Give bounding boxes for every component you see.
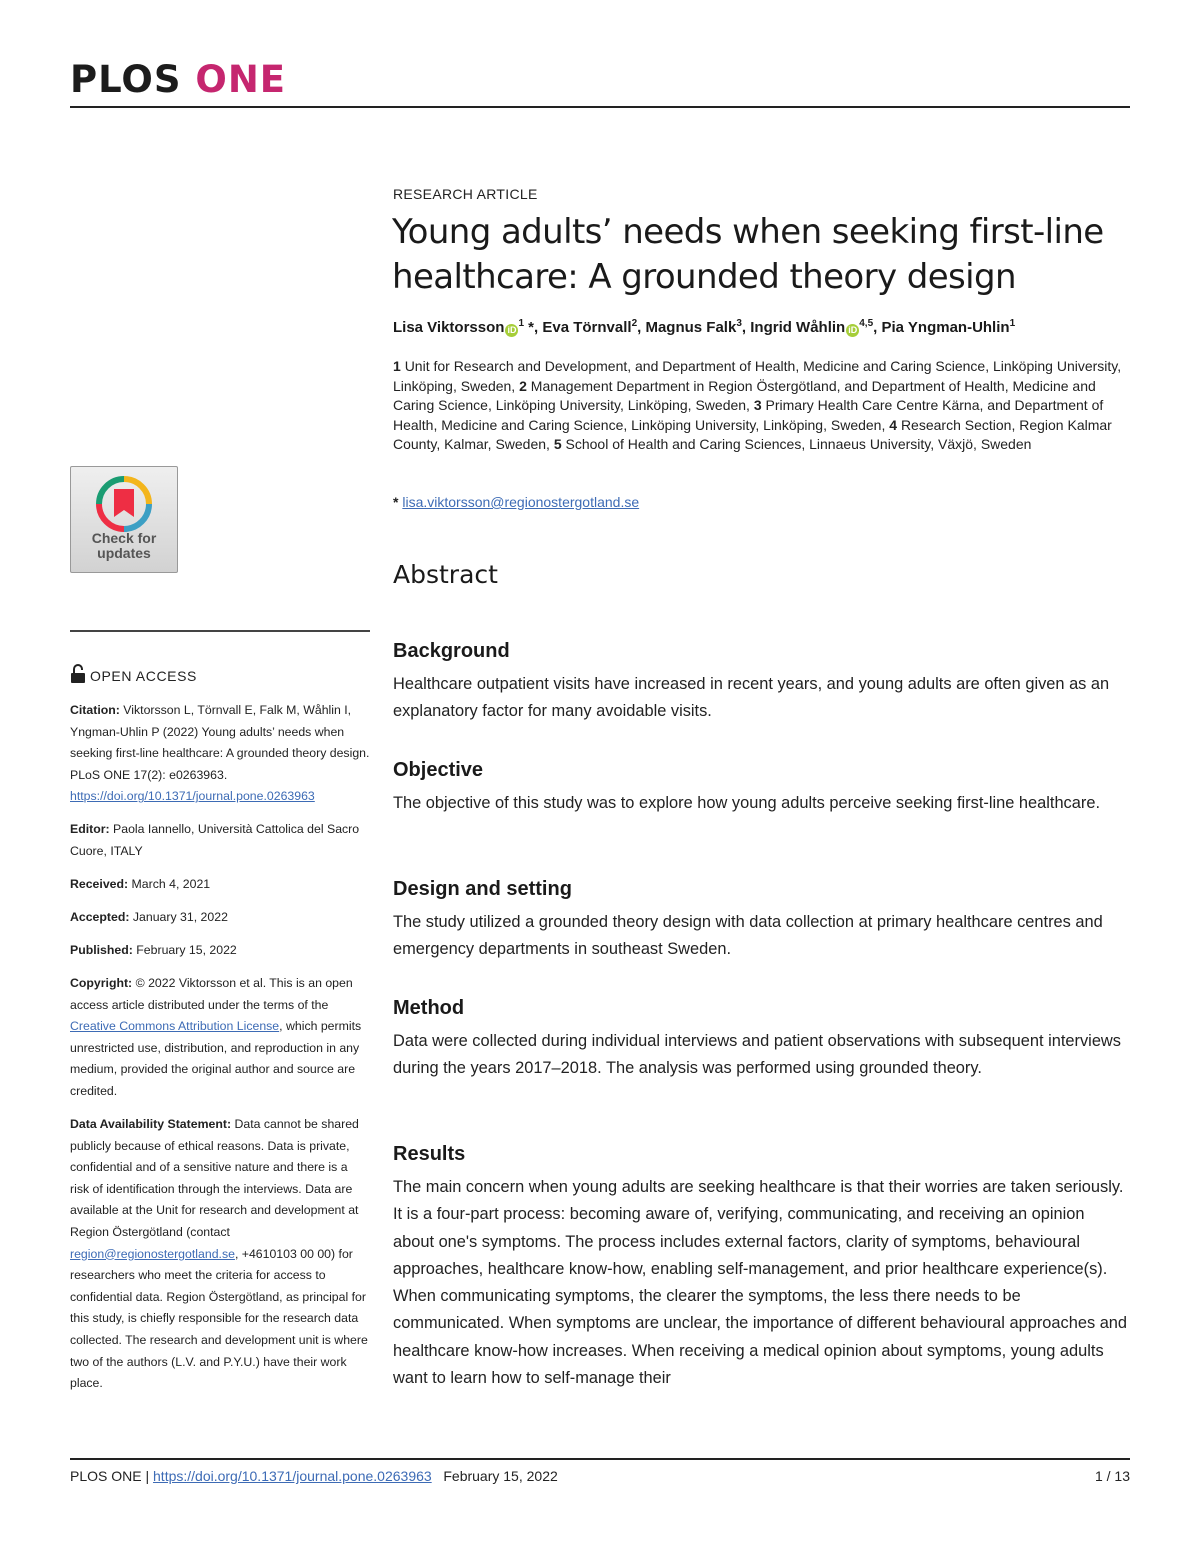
citation-text: Viktorsson L, Törnvall E, Falk M, Wåhlin I, Yngman-Uhlin P (2022) Young adults’ needs when seeking first-line healthcare: A grounded theory design. PLoS ONE 17(2): e0263963. (70, 703, 370, 782)
author-name[interactable]: Magnus Falk (645, 319, 737, 336)
section-heading: Results (393, 1143, 466, 1165)
journal-logo (70, 58, 286, 102)
author-name[interactable]: Pia Yngman-Uhlin (881, 319, 1010, 336)
published-date: February 15, 2022 (136, 943, 237, 957)
page-number: 1 / 13 (1094, 1468, 1130, 1484)
affiliation-number: 4 (889, 416, 898, 433)
affiliation-text: Unit for Research and Development, and Department of Health, Medicine and Caring Science, Linköping University, Linköping, Sweden, (393, 358, 1122, 394)
article-title: Young adults’ needs when seeking first-line healthcare: A grounded theory design (392, 212, 1104, 297)
affiliation-text: Research Section, Region Kalmar County, Kalmar, Sweden, (393, 416, 1112, 453)
affiliation-number: 2 (519, 377, 527, 394)
affiliation-text: School of Health and Caring Sciences, Linnaeus University, Växjö, Sweden (565, 436, 1032, 453)
open-access-label: OPEN ACCESS (70, 664, 197, 684)
author-affiliation-sup: 1 (1009, 318, 1016, 329)
abstract-section-results (393, 1143, 1128, 1392)
copyright-text-continued: , which permits unrestricted use, distribution, and reproduction in any medium, provided the original author and source are credited. (70, 1019, 362, 1098)
author-affiliation-sup: 4,5 (859, 318, 874, 329)
citation-label: Citation: (70, 703, 120, 717)
received-date: March 4, 2021 (131, 877, 211, 891)
corresponding-email (393, 494, 639, 510)
editor-text: Paola Iannello, Università Cattolica del Sacro Cuore, ITALY (70, 822, 360, 858)
section-heading: Objective (393, 759, 484, 781)
data-availability-block (70, 1114, 370, 1395)
section-heading: Background (393, 640, 510, 662)
citation-block (70, 700, 370, 808)
sidebar-divider (70, 630, 370, 632)
abstract-section-design (393, 878, 1128, 964)
open-lock-icon (70, 664, 86, 684)
page-footer (70, 1468, 558, 1484)
affiliation-number: 5 (553, 436, 562, 453)
data-availability-text: Data cannot be shared publicly because of ethical reasons. Data is private, confidential and of a sensitive nature and there is a risk of identification through the interviews. Data are available at the Unit for research and development at Region Östergötland (contact (70, 1117, 359, 1239)
abstract-section-method (393, 997, 1128, 1083)
orcid-icon[interactable]: iD (507, 325, 517, 335)
footer-doi-link[interactable]: https://doi.org/10.1371/journal.pone.0263963 (153, 1468, 432, 1484)
logo-plos: PLOS (70, 58, 182, 101)
email-star: * (393, 494, 399, 510)
author-name[interactable]: Ingrid Wåhlin (750, 319, 846, 336)
section-text: Healthcare outpatient visits have increased in recent years, and young adults are often given as an explanatory factor for many avoidable visits. (393, 675, 1110, 721)
check-updates-label: Check for updates (91, 530, 157, 561)
license-link[interactable]: Creative Commons Attribution License (70, 1019, 280, 1034)
received-label: Received: (70, 877, 129, 891)
section-heading: Design and setting (393, 878, 572, 900)
affiliations (393, 357, 1123, 455)
published-label: Published: (70, 943, 133, 957)
editor-block (70, 819, 370, 862)
affiliation-number: 1 (393, 358, 401, 374)
data-contact-email-link[interactable]: region@regionostergotland.se (70, 1246, 235, 1261)
affiliation-text: Primary Health Care Centre Kärna, and Department of Health, Medicine and Caring Science, Linköping University, Linköping, Sweden, (393, 397, 1104, 433)
footer-date: February 15, 2022 (443, 1468, 558, 1484)
author-affiliation-sup: 1 (518, 318, 524, 329)
accepted-block (70, 907, 370, 929)
data-availability-label: Data Availability Statement: (70, 1117, 232, 1131)
editor-label: Editor: (70, 822, 110, 836)
abstract-section-background (393, 640, 1128, 726)
received-block (70, 874, 370, 896)
check-updates-icon (95, 475, 153, 533)
section-text: The objective of this study was to explore how young adults perceive seeking first-line healthcare. (393, 794, 1100, 812)
email-link[interactable]: lisa.viktorsson@regionostergotland.se (402, 494, 640, 510)
section-text: The main concern when young adults are seeking healthcare is that their worries are taken seriously. It is a four-part process: becoming aware of, verifying, communicating, and receiving an opinion about one's symptoms. The process includes external factors, clarity of symptoms, behavioural approaches, healthcare know-how, enabling self-management, and prior healthcare experience(s). When communicating symptoms, the clearer the symptoms, the less there needs to be communicated. When symptoms are unclear, the importance of different behavioural approaches and healthcare know-how increases. When receiving a medical opinion about symptoms, young adults want to learn how to self-manage their (393, 1178, 1128, 1388)
author-name[interactable]: Eva Törnvall (542, 319, 632, 336)
footer-separator: | (145, 1468, 150, 1484)
footer-journal: PLOS ONE (70, 1468, 142, 1484)
section-text: Data were collected during individual interviews and patient observations with subsequent interviews during the years 2017–2018. The analysis was performed using grounded theory. (393, 1032, 1121, 1078)
header-divider (70, 106, 1130, 108)
section-heading: Method (393, 997, 465, 1019)
citation-doi-link[interactable]: https://doi.org/10.1371/journal.pone.0263963 (70, 789, 315, 804)
author-name[interactable]: Lisa Viktorsson (393, 319, 505, 336)
corresponding-author-marker: * (524, 319, 535, 336)
affiliation-number: 3 (753, 397, 762, 414)
orcid-icon[interactable]: iD (848, 325, 858, 335)
accepted-date: January 31, 2022 (132, 910, 228, 924)
copyright-label: Copyright: (70, 976, 133, 990)
section-text: The study utilized a grounded theory design with data collection at primary healthcare centres and emergency departments in southeast Sweden. (393, 913, 1103, 959)
author-affiliation-sup: 3 (736, 318, 742, 329)
affiliation-text: Management Department in Region Östergötland, and Department of Health, Medicine and Caring Science, Linköping University, Linköping, Sweden, (393, 377, 1096, 414)
author-affiliation-sup: 2 (631, 318, 638, 329)
abstract-section-objective (393, 759, 1128, 817)
check-for-updates-button[interactable] (70, 466, 178, 573)
logo-one: ONE (195, 58, 287, 101)
accepted-label: Accepted: (70, 910, 130, 924)
footer-divider (70, 1458, 1130, 1460)
copyright-text: © 2022 Viktorsson et al. This is an open access article distributed under the terms of the (70, 976, 353, 1012)
copyright-block (70, 973, 370, 1103)
article-type: RESEARCH ARTICLE (393, 186, 538, 202)
published-block (70, 940, 370, 962)
data-availability-text-continued: , +4610103 00 00) for researchers who meet the criteria for access to confidential data. Region Östergötland, as principal for this study, is chiefly responsible for the research data collected. The research and development unit is where two of the authors (L.V. and P.Y.U.) have their work place. (70, 1246, 368, 1391)
abstract-heading: Abstract (393, 560, 498, 589)
author-list: Lisa Viktorsson $iD^1$ *, Eva Törnvall$^2$, Magnus Falk$^3$, Ingrid Wåhlin iD$^{4,5}$, Pia Yngman-Uhlin$^1$ (393, 318, 1016, 336)
